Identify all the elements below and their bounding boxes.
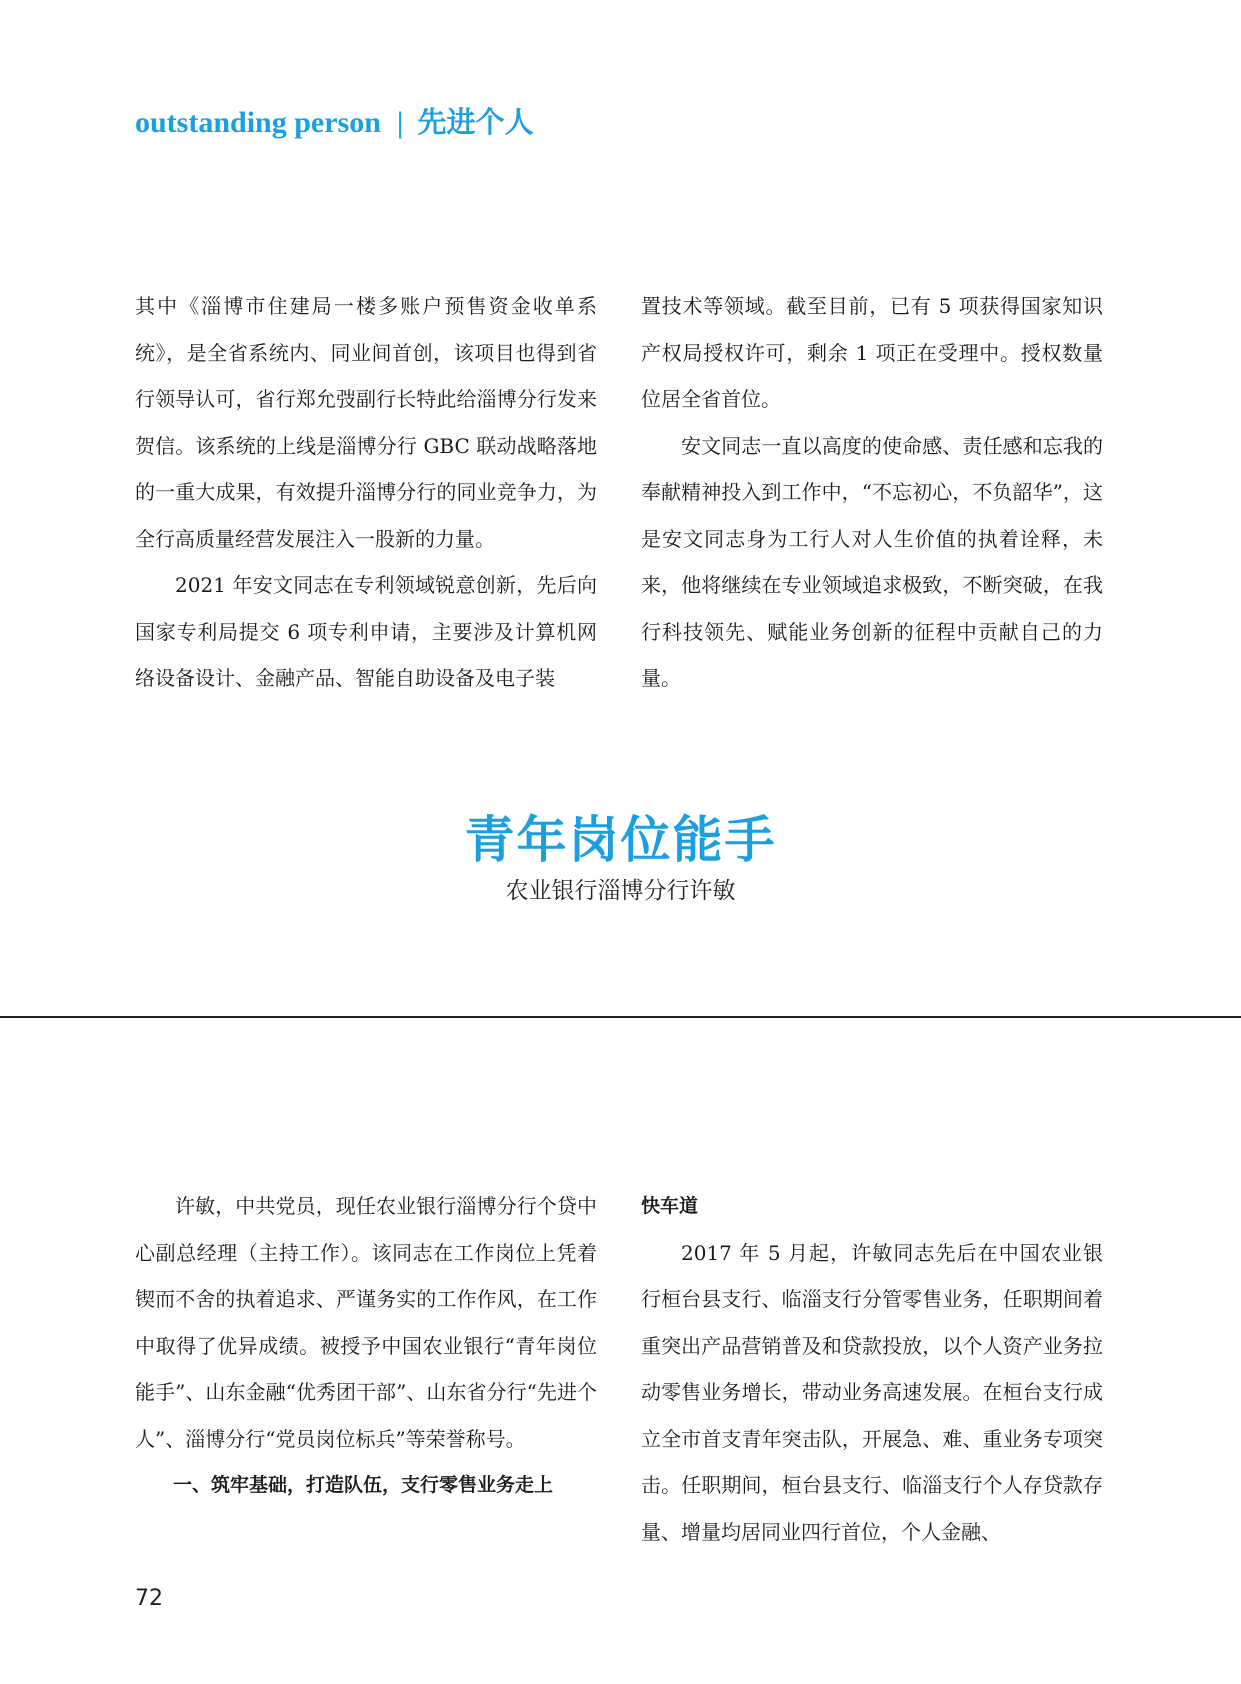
header-separator: |: [396, 106, 404, 139]
article-bottom-left-column: [135, 1183, 597, 1509]
header-english: outstanding person: [135, 106, 381, 139]
subheading-continuation: 快车道: [641, 1195, 699, 1217]
paragraph: 许敏，中共党员，现任农业银行淄博分行个贷中心副总经理（主持工作）。该同志在工作岗位上凭着锲而不舍的执着追求、严谨务实的工作作风，在工作中取得了优异成绩。被授予中国农业银行“青年岗位能手”、山东金融“优秀团干部”、山东省分行“先进个人”、淄博分行“党员岗位标兵”等荣誉称号。: [135, 1194, 597, 1451]
article-bottom-right-column: [641, 1183, 1103, 1555]
horizontal-divider: [0, 1016, 1241, 1018]
paragraph: 2021 年安文同志在专利领域锐意创新，先后向国家专利局提交 6 项专利申请，主要涉及计算机网络设备设计、金融产品、智能自助设备及电子装: [135, 573, 597, 690]
section-header: [135, 100, 534, 141]
article-top-left-column: [135, 283, 597, 702]
paragraph: 其中《淄博市住建局一楼多账户预售资金收单系统》，是全省系统内、同业间首创，该项目也得到省行领导认可，省行郑允弢副行长特此给淄博分行发来贺信。该系统的上线是淄博分行 GBC 联动战略落地的一重大成果，有效提升淄博分行的同业竞争力，为全行高质量经营发展注入一股新的力量。: [135, 294, 597, 551]
paragraph: 安文同志一直以高度的使命感、责任感和忘我的奉献精神投入到工作中，“不忘初心，不负韶华”，这是安文同志身为工行人对人生价值的执着诠释，未来，他将继续在专业领域追求极致，不断突破，在我行科技领先、赋能业务创新的征程中贡献自己的力量。: [641, 433, 1103, 690]
section-subtitle: 农业银行淄博分行许敏: [505, 878, 736, 904]
article-top-right-column: [641, 283, 1103, 702]
paragraph: 2017 年 5 月起，许敏同志先后在中国农业银行桓台县支行、临淄支行分管零售业务，任职期间着重突出产品营销普及和贷款投放，以个人资产业务拉动零售业务增长，带动业务高速发展。在桓台支行成立全市首支青年突击队，开展急、难、重业务专项突击。任职期间，桓台县支行、临淄支行个人存贷款存量、增量均居同业四行首位，个人金融、: [641, 1240, 1103, 1544]
page-number: 72: [135, 1586, 163, 1611]
section-title: 青年岗位能手: [464, 811, 777, 869]
subheading: 一、筑牢基础，打造队伍，支行零售业务走上: [173, 1474, 554, 1496]
paragraph: 置技术等领域。截至目前，已有 5 项获得国家知识产权局授权许可，剩余 1 项正在受理中。授权数量位居全省首位。: [641, 294, 1103, 411]
header-chinese: 先进个人: [417, 105, 534, 139]
